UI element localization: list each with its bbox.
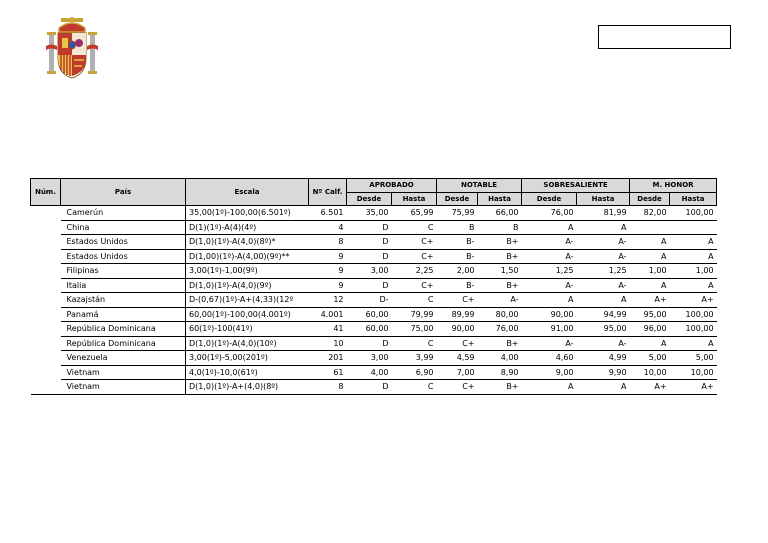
cell-aprobado-hasta: C+ [392, 278, 437, 293]
cell-sobresaliente-hasta: A [577, 293, 630, 308]
cell-sobresaliente-hasta: A [577, 380, 630, 395]
header-sobresaliente: SOBRESALIENTE [522, 179, 630, 193]
cell-sobresaliente-desde: A [522, 220, 577, 235]
cell-notable-desde: B- [437, 249, 478, 264]
header-hasta: Hasta [392, 192, 437, 206]
cell-notable-desde: B [437, 220, 478, 235]
cell-sobresaliente-hasta: 1,25 [577, 264, 630, 279]
cell-aprobado-hasta: C [392, 380, 437, 395]
header-hasta: Hasta [478, 192, 522, 206]
cell-num [31, 235, 61, 250]
cell-mhonor-desde: 95,00 [630, 307, 670, 322]
cell-pais: Camerún [61, 206, 186, 221]
cell-pais: Vietnam [61, 380, 186, 395]
cell-sobresaliente-desde: 9,00 [522, 365, 577, 380]
cell-aprobado-desde: D [347, 249, 392, 264]
cell-ncalif: 4 [309, 220, 347, 235]
cell-sobresaliente-hasta: A- [577, 278, 630, 293]
cell-sobresaliente-desde: 91,00 [522, 322, 577, 337]
cell-aprobado-hasta: 3,99 [392, 351, 437, 366]
cell-aprobado-hasta: C+ [392, 249, 437, 264]
cell-aprobado-hasta: C [392, 293, 437, 308]
cell-pais: Panamá [61, 307, 186, 322]
cell-sobresaliente-hasta: A- [577, 235, 630, 250]
table-row [31, 206, 717, 221]
cell-sobresaliente-hasta: 81,99 [577, 206, 630, 221]
cell-aprobado-desde: 3,00 [347, 351, 392, 366]
cell-notable-desde: 2,00 [437, 264, 478, 279]
cell-mhonor-desde: A [630, 235, 670, 250]
cell-mhonor-desde: A+ [630, 293, 670, 308]
cell-mhonor-desde: A [630, 249, 670, 264]
table-row [31, 365, 717, 380]
cell-aprobado-hasta: 65,99 [392, 206, 437, 221]
cell-aprobado-desde: D [347, 235, 392, 250]
cell-pais: Vietnam [61, 365, 186, 380]
cell-notable-hasta: B+ [478, 278, 522, 293]
cell-sobresaliente-desde: A- [522, 249, 577, 264]
cell-aprobado-hasta: C [392, 336, 437, 351]
header-desde: Desde [630, 192, 670, 206]
cell-aprobado-desde: 60,00 [347, 322, 392, 337]
cell-mhonor-desde: A+ [630, 380, 670, 395]
cell-aprobado-hasta: 75,00 [392, 322, 437, 337]
header-notable: NOTABLE [437, 179, 522, 193]
cell-aprobado-desde: 35,00 [347, 206, 392, 221]
cell-notable-hasta: B [478, 220, 522, 235]
cell-ncalif: 201 [309, 351, 347, 366]
cell-notable-hasta: 1,50 [478, 264, 522, 279]
cell-escala: 60(1º)-100(41º) [186, 322, 309, 337]
cell-ncalif: 8 [309, 380, 347, 395]
cell-mhonor-hasta: 100,00 [670, 206, 717, 221]
cell-pais: China [61, 220, 186, 235]
cell-notable-desde: B- [437, 235, 478, 250]
cell-ncalif: 8 [309, 235, 347, 250]
cell-sobresaliente-desde: 1,25 [522, 264, 577, 279]
cell-mhonor-hasta: 10,00 [670, 365, 717, 380]
cell-mhonor-hasta: A [670, 336, 717, 351]
header-hasta: Hasta [670, 192, 717, 206]
cell-mhonor-hasta: A [670, 278, 717, 293]
cell-ncalif: 4.001 [309, 307, 347, 322]
table-row [31, 380, 717, 395]
cell-sobresaliente-hasta: A- [577, 249, 630, 264]
reference-box [598, 25, 731, 49]
table-row [31, 235, 717, 250]
cell-ncalif: 12 [309, 293, 347, 308]
header-pais: País [61, 179, 186, 206]
table-body [31, 206, 717, 395]
cell-num [31, 307, 61, 322]
cell-mhonor-desde: A [630, 278, 670, 293]
cell-pais: Venezuela [61, 351, 186, 366]
cell-ncalif: 41 [309, 322, 347, 337]
cell-notable-hasta: 66,00 [478, 206, 522, 221]
cell-notable-hasta: 80,00 [478, 307, 522, 322]
cell-sobresaliente-desde: A- [522, 235, 577, 250]
cell-pais: Filipinas [61, 264, 186, 279]
cell-aprobado-desde: D- [347, 293, 392, 308]
cell-escala: D-(0,67)(1º)-A+(4,33)(12º [186, 293, 309, 308]
cell-num [31, 351, 61, 366]
cell-sobresaliente-hasta: A- [577, 336, 630, 351]
cell-escala: D(1,0)(1º)-A(4,0)(8º)* [186, 235, 309, 250]
cell-pais: República Dominicana [61, 322, 186, 337]
cell-num [31, 249, 61, 264]
header-aprobado: APROBADO [347, 179, 437, 193]
table-row [31, 351, 717, 366]
cell-notable-hasta: 4,00 [478, 351, 522, 366]
cell-pais: Kazajstán [61, 293, 186, 308]
cell-notable-hasta: 76,00 [478, 322, 522, 337]
cell-num [31, 278, 61, 293]
header-num: Núm. [31, 179, 61, 206]
cell-notable-hasta: B+ [478, 380, 522, 395]
cell-aprobado-desde: D [347, 336, 392, 351]
cell-sobresaliente-hasta: 95,00 [577, 322, 630, 337]
cell-pais: Estados Unidos [61, 235, 186, 250]
table-row [31, 307, 717, 322]
cell-num [31, 264, 61, 279]
cell-mhonor-desde: 5,00 [630, 351, 670, 366]
cell-ncalif: 6.501 [309, 206, 347, 221]
cell-escala: D(1,0)(1º)-A(4,0)(9º) [186, 278, 309, 293]
cell-mhonor-desde: 82,00 [630, 206, 670, 221]
cell-ncalif: 10 [309, 336, 347, 351]
cell-sobresaliente-hasta: 4,99 [577, 351, 630, 366]
cell-sobresaliente-desde: 76,00 [522, 206, 577, 221]
cell-ncalif: 9 [309, 264, 347, 279]
cell-aprobado-desde: 60,00 [347, 307, 392, 322]
cell-notable-desde: 4,59 [437, 351, 478, 366]
cell-aprobado-desde: D [347, 278, 392, 293]
header-desde: Desde [347, 192, 392, 206]
cell-sobresaliente-desde: 4,60 [522, 351, 577, 366]
cell-sobresaliente-desde: A [522, 293, 577, 308]
cell-notable-hasta: B+ [478, 249, 522, 264]
cell-notable-hasta: B+ [478, 336, 522, 351]
cell-mhonor-hasta: 1,00 [670, 264, 717, 279]
cell-num [31, 206, 61, 221]
cell-notable-desde: B- [437, 278, 478, 293]
cell-aprobado-desde: 3,00 [347, 264, 392, 279]
cell-escala: D(1)(1º)-A(4)(4º) [186, 220, 309, 235]
cell-aprobado-desde: D [347, 220, 392, 235]
coat-of-arms-icon [44, 16, 100, 80]
cell-escala: D(1,00)(1º)-A(4,00)(9º)** [186, 249, 309, 264]
table-row [31, 322, 717, 337]
cell-num [31, 365, 61, 380]
cell-escala: 60,00(1º)-100,00(4.001º) [186, 307, 309, 322]
cell-aprobado-desde: D [347, 380, 392, 395]
cell-mhonor-hasta: A+ [670, 380, 717, 395]
cell-mhonor-hasta: 100,00 [670, 307, 717, 322]
cell-mhonor-hasta: 5,00 [670, 351, 717, 366]
cell-mhonor-hasta: A+ [670, 293, 717, 308]
cell-escala: 3,00(1º)-1,00(9º) [186, 264, 309, 279]
cell-notable-hasta: A- [478, 293, 522, 308]
table-row [31, 264, 717, 279]
cell-sobresaliente-desde: A [522, 380, 577, 395]
header-mhonor: M. HONOR [630, 179, 717, 193]
cell-ncalif: 61 [309, 365, 347, 380]
cell-mhonor-hasta: 100,00 [670, 322, 717, 337]
cell-pais: Estados Unidos [61, 249, 186, 264]
header-ncalif: Nº Calf. [309, 179, 347, 206]
cell-num [31, 380, 61, 395]
cell-mhonor-desde: A [630, 336, 670, 351]
cell-mhonor-desde: 1,00 [630, 264, 670, 279]
table-row [31, 336, 717, 351]
cell-notable-desde: 90,00 [437, 322, 478, 337]
header-desde: Desde [522, 192, 577, 206]
cell-notable-hasta: B+ [478, 235, 522, 250]
cell-ncalif: 9 [309, 278, 347, 293]
cell-mhonor-hasta: A [670, 235, 717, 250]
table-header-row [31, 179, 717, 193]
grade-scale-table [30, 178, 717, 395]
cell-sobresaliente-hasta: A [577, 220, 630, 235]
cell-pais: República Dominicana [61, 336, 186, 351]
table-row [31, 220, 717, 235]
cell-num [31, 336, 61, 351]
cell-notable-desde: C+ [437, 380, 478, 395]
cell-aprobado-hasta: 6,90 [392, 365, 437, 380]
cell-mhonor-desde: 96,00 [630, 322, 670, 337]
cell-aprobado-hasta: C [392, 220, 437, 235]
table-row [31, 249, 717, 264]
header-escala: Escala [186, 179, 309, 206]
cell-mhonor-hasta [670, 220, 717, 235]
cell-escala: D(1,0)(1º)-A(4,0)(10º) [186, 336, 309, 351]
cell-escala: 4,0(1º)-10,0(61º) [186, 365, 309, 380]
table-row [31, 293, 717, 308]
cell-notable-desde: 89,99 [437, 307, 478, 322]
header-hasta: Hasta [577, 192, 630, 206]
table-row [31, 278, 717, 293]
cell-mhonor-hasta: A [670, 249, 717, 264]
cell-notable-hasta: 8,90 [478, 365, 522, 380]
cell-aprobado-desde: 4,00 [347, 365, 392, 380]
cell-num [31, 293, 61, 308]
cell-escala: D(1,0)(1º)-A+(4,0)(8º) [186, 380, 309, 395]
cell-sobresaliente-desde: A- [522, 278, 577, 293]
cell-notable-desde: 7,00 [437, 365, 478, 380]
cell-ncalif: 9 [309, 249, 347, 264]
cell-sobresaliente-hasta: 9,90 [577, 365, 630, 380]
header-desde: Desde [437, 192, 478, 206]
cell-aprobado-hasta: 79,99 [392, 307, 437, 322]
cell-notable-desde: 75,99 [437, 206, 478, 221]
cell-mhonor-desde: 10,00 [630, 365, 670, 380]
cell-sobresaliente-hasta: 94,99 [577, 307, 630, 322]
cell-num [31, 322, 61, 337]
cell-aprobado-hasta: 2,25 [392, 264, 437, 279]
cell-escala: 35,00(1º)-100,00(6.501º) [186, 206, 309, 221]
cell-aprobado-hasta: C+ [392, 235, 437, 250]
cell-num [31, 220, 61, 235]
cell-escala: 3,00(1º)-5,00(201º) [186, 351, 309, 366]
cell-notable-desde: C+ [437, 336, 478, 351]
cell-sobresaliente-desde: 90,00 [522, 307, 577, 322]
cell-notable-desde: C+ [437, 293, 478, 308]
cell-mhonor-desde [630, 220, 670, 235]
cell-pais: Italia [61, 278, 186, 293]
cell-sobresaliente-desde: A- [522, 336, 577, 351]
